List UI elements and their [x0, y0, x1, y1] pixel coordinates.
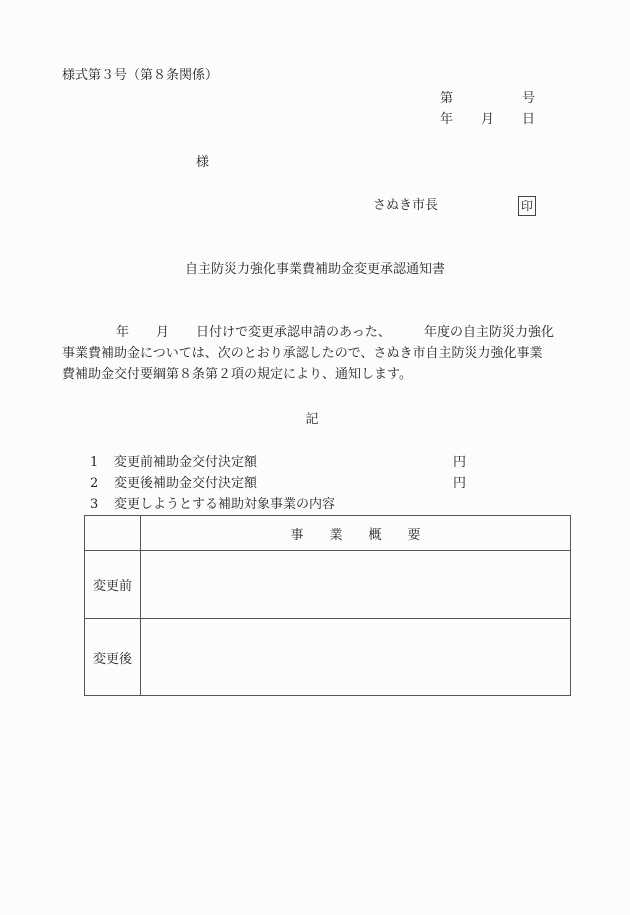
- body-line-2: 事業費補助金については、次のとおり承認したので、さぬき市自主防災力強化事業: [62, 346, 543, 361]
- date-day: 日: [522, 112, 536, 127]
- row-label-after: 変更後: [85, 619, 141, 696]
- body-paragraph: [62, 322, 582, 385]
- header-char: 業: [329, 527, 343, 543]
- form-header: 様式第３号（第８条関係）: [62, 68, 219, 83]
- row-label-before: 変更前: [85, 551, 141, 619]
- body-day-text: 日付けで変更承認申請のあった、: [196, 325, 391, 340]
- row-content-before[interactable]: [141, 551, 571, 619]
- body-line-1: [62, 322, 582, 343]
- body-fiscal-year-text: 年度の自主防災力強化: [424, 325, 555, 340]
- body-month: 月: [156, 325, 170, 340]
- issuer-name: さぬき市長: [373, 198, 439, 213]
- table-header-row: [85, 516, 571, 551]
- item-2-unit: 円: [453, 476, 467, 491]
- header-char: 概: [368, 527, 382, 543]
- kigo-heading: 記: [305, 412, 319, 427]
- item-1-unit: 円: [453, 455, 467, 470]
- doc-number-suffix: 号: [522, 91, 536, 106]
- doc-number-prefix: 第: [440, 91, 454, 106]
- item-2-number: 2: [90, 476, 99, 491]
- item-3-number: 3: [90, 497, 99, 512]
- date-month: 月: [481, 112, 495, 127]
- header-project-summary: [141, 516, 571, 551]
- body-year: 年: [116, 325, 130, 340]
- item-1-label: 変更前補助金交付決定額: [114, 455, 258, 470]
- table-row: [85, 551, 571, 619]
- item-1-number: 1: [90, 455, 99, 470]
- body-line-3: 費補助金交付要綱第８条第２項の規定により、通知します。: [62, 367, 412, 382]
- header-char: 事: [290, 527, 304, 543]
- header-char: 要: [407, 527, 421, 543]
- date-year: 年: [440, 112, 454, 127]
- table-row: [85, 619, 571, 696]
- seal-mark: 印: [518, 196, 536, 216]
- header-corner-cell: [85, 516, 141, 551]
- row-content-after[interactable]: [141, 619, 571, 696]
- project-summary-table: [84, 515, 571, 696]
- item-3-label: 変更しようとする補助対象事業の内容: [114, 497, 336, 512]
- document-title: 自主防災力強化事業費補助金変更承認通知書: [184, 262, 445, 277]
- addressee-suffix: 様: [196, 155, 210, 170]
- item-2-label: 変更後補助金交付決定額: [114, 476, 258, 491]
